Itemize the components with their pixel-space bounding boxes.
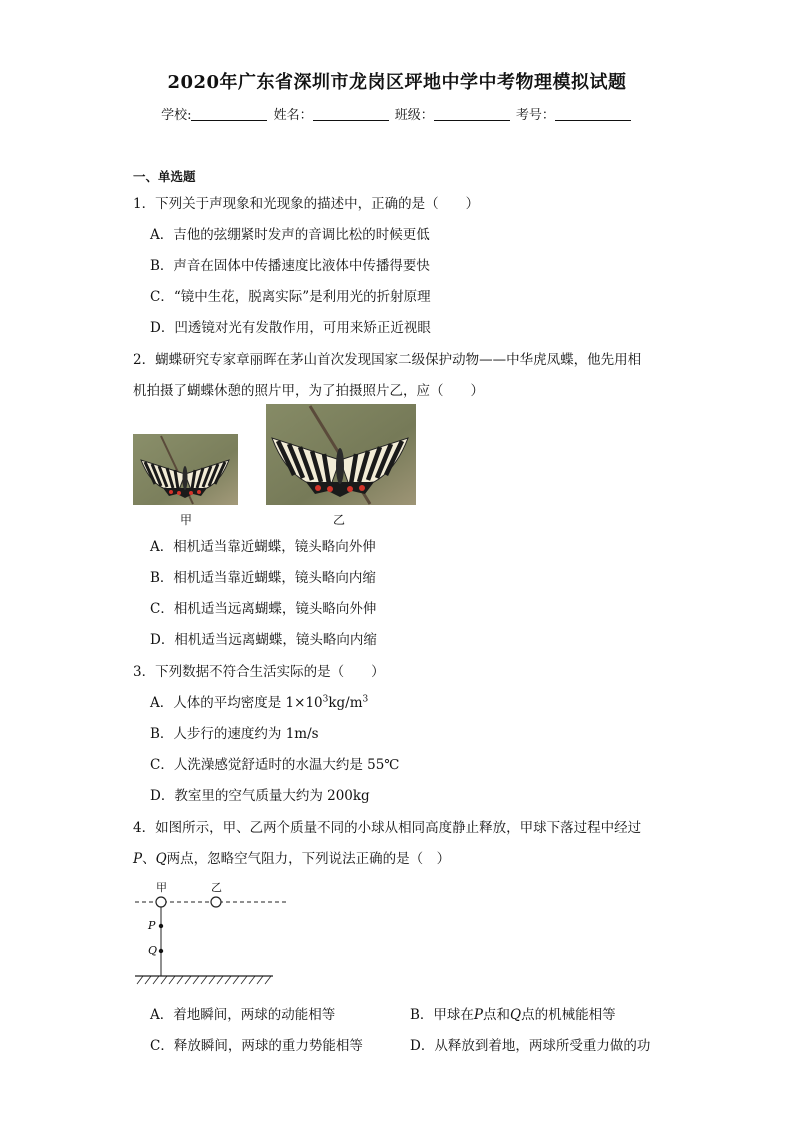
q2-option-c: C．相机适当远离蝴蝶，镜头略向外伸	[150, 601, 377, 617]
q2-option-b: B．相机适当靠近蝴蝶，镜头略向内缩	[150, 570, 376, 586]
school-label: 学校:	[161, 108, 192, 123]
name-blank	[313, 120, 389, 121]
q4-point-q: Q	[155, 851, 167, 867]
school-blank	[191, 120, 267, 121]
q3-option-a	[150, 691, 368, 711]
q3-option-b: B．人步行的速度约为 1m/s	[150, 726, 319, 742]
caption-jia: 甲	[180, 513, 193, 527]
q4-stem-line2	[133, 847, 450, 867]
ball-yi	[211, 897, 221, 907]
q4-point-p: P	[133, 851, 143, 867]
butterfly-photo-yi	[266, 404, 416, 505]
q2-stem-line2: 机拍摄了蝴蝶休憩的照片甲，为了拍摄照片乙，应（ ）	[133, 383, 484, 399]
q3-stem: 3．下列数据不符合生活实际的是（ ）	[133, 664, 385, 680]
q4-option-c: C．释放瞬间，两球的重力势能相等	[150, 1038, 363, 1054]
q3-a-exponent: 3	[322, 694, 329, 705]
q2-stem-line1: 2．蝴蝶研究专家章丽晖在茅山首次发现国家二级保护动物——中华虎凤蝶，他先用相	[133, 352, 642, 368]
point-p	[159, 924, 163, 928]
q1-option-b: B．声音在固体中传播速度比液体中传播得要快	[150, 258, 430, 274]
q4-stem-line1: 4．如图所示，甲、乙两个质量不同的小球从相同高度静止释放，甲球下落过程中经过	[133, 820, 642, 836]
page-title: 2020年广东省深圳市龙岗区坪地中学中考物理模拟试题	[167, 72, 627, 93]
q3-a-text: A．人体的平均密度是 1×10	[150, 695, 323, 711]
section-heading: 一、单选题	[133, 169, 196, 184]
q2-option-a: A．相机适当靠近蝴蝶，镜头略向外伸	[150, 539, 376, 555]
q4-b-mid: 点和	[483, 1007, 511, 1023]
ball-jia	[156, 897, 166, 907]
q1-option-d: D．凹透镜对光有发散作用，可用来矫正近视眼	[150, 320, 431, 336]
fig-label-jia: 甲	[156, 881, 167, 894]
q3-a-unit-exponent: 3	[362, 694, 369, 705]
exam-number-blank	[555, 120, 631, 121]
q3-a-unit: kg/m	[328, 695, 363, 711]
q3-option-c: C．人洗澡感觉舒适时的水温大约是 55℃	[150, 757, 400, 773]
point-q	[159, 949, 163, 953]
q1-stem: 1．下列关于声现象和光现象的描述中，正确的是（ ）	[133, 196, 480, 212]
name-label: 姓名：	[273, 108, 313, 123]
q4-b-post: 点的机械能相等	[521, 1007, 616, 1023]
q4-separator: 、	[142, 851, 156, 867]
q4-b-point-p: P	[473, 1007, 484, 1023]
q1-option-a: A．吉他的弦绷紧时发声的音调比松的时候更低	[150, 227, 430, 243]
q4-option-b	[410, 1003, 616, 1023]
q4-stem-rest: 两点，忽略空气阻力，下列说法正确的是（ ）	[166, 851, 451, 867]
class-blank	[434, 120, 510, 121]
caption-yi: 乙	[333, 513, 346, 527]
q4-b-point-q: Q	[510, 1007, 522, 1023]
exam-number-label: 考号：	[515, 108, 555, 123]
q2-option-d: D．相机适当远离蝴蝶，镜头略向内缩	[150, 632, 377, 648]
fig-label-p: P	[148, 919, 156, 932]
q4-b-text: B．甲球在	[410, 1007, 474, 1023]
student-info-line	[0, 104, 794, 123]
class-label: 班级：	[394, 108, 434, 123]
fig-label-q: Q	[148, 944, 158, 957]
q4-option-d: D．从释放到着地，两球所受重力做的功	[410, 1038, 651, 1054]
q1-option-c: C．“镜中生花，脱离实际”是利用光的折射原理	[150, 289, 431, 305]
q3-option-d: D．教室里的空气质量大约为 200kg	[150, 788, 370, 804]
fig-label-yi: 乙	[211, 881, 222, 894]
q4-option-a: A．着地瞬间，两球的动能相等	[150, 1007, 336, 1023]
butterfly-photo-jia	[133, 434, 238, 505]
